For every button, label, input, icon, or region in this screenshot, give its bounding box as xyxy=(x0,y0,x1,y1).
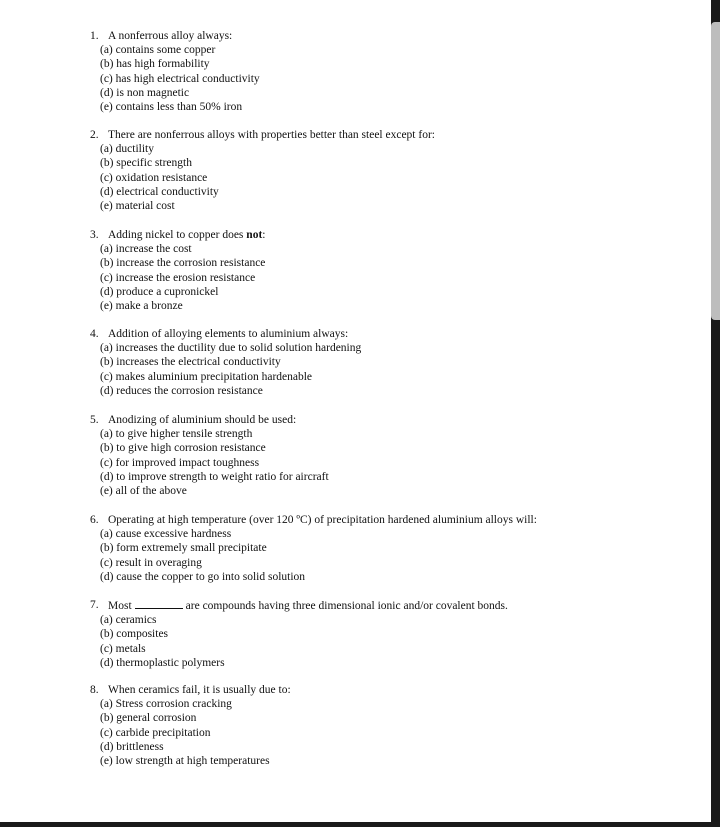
question-number: 3. xyxy=(90,229,99,241)
answer-option: (b) has high formability xyxy=(100,58,210,71)
answer-option: (a) cause excessive hardness xyxy=(100,528,232,541)
answer-option: (b) increases the electrical conductivity xyxy=(100,356,281,369)
question-stem: When ceramics fail, it is usually due to: xyxy=(108,684,291,696)
question-stem xyxy=(108,228,265,242)
answer-option: (c) carbide precipitation xyxy=(100,726,211,739)
question-stem-end: : xyxy=(262,229,266,241)
answer-option: (c) oxidation resistance xyxy=(100,171,208,184)
question-stem xyxy=(108,598,508,613)
answer-option: (e) make a bronze xyxy=(100,300,183,313)
question-stem: Operating at high temperature (over 120 ºC) of precipitation hardened aluminium alloys will: xyxy=(108,514,537,526)
answer-option: (c) for improved impact toughness xyxy=(100,456,260,469)
scroll-handle[interactable] xyxy=(711,22,720,320)
answer-option: (b) general corrosion xyxy=(100,712,197,725)
answer-option: (c) increase the erosion resistance xyxy=(100,271,256,284)
question-4 xyxy=(90,327,361,398)
answer-option: (b) form extremely small precipitate xyxy=(100,542,267,555)
question-7 xyxy=(90,598,508,670)
question-number: 2. xyxy=(90,129,99,141)
question-number: 4. xyxy=(90,328,99,340)
question-stem: Anodizing of aluminium should be used: xyxy=(108,414,297,426)
answer-option: (d) cause the copper to go into solid solution xyxy=(100,570,306,583)
answer-option: (c) metals xyxy=(100,642,146,655)
question-2 xyxy=(90,128,435,213)
answer-option: (a) ceramics xyxy=(100,614,157,627)
answer-option: (e) low strength at high temperatures xyxy=(100,755,270,768)
answer-option: (d) produce a cupronickel xyxy=(100,285,219,298)
answer-option: (b) increase the corrosion resistance xyxy=(100,257,266,270)
answer-option: (a) Stress corrosion cracking xyxy=(100,698,232,711)
question-stem-text: Adding nickel to copper does xyxy=(108,229,247,241)
question-number: 5. xyxy=(90,414,99,426)
answer-option: (c) makes aluminium precipitation hardenable xyxy=(100,370,313,383)
answer-option: (d) electrical conductivity xyxy=(100,185,219,198)
question-number: 7. xyxy=(90,599,99,611)
answer-option: (e) contains less than 50% iron xyxy=(100,101,243,114)
answer-option: (a) contains some copper xyxy=(100,44,216,57)
question-number: 1. xyxy=(90,30,99,42)
question-5 xyxy=(90,413,329,498)
question-8 xyxy=(90,683,291,768)
answer-option: (b) to give high corrosion resistance xyxy=(100,442,266,455)
question-number: 8. xyxy=(90,684,99,696)
answer-option: (c) result in overaging xyxy=(100,556,202,569)
answer-option: (a) to give higher tensile strength xyxy=(100,428,253,441)
question-stem: There are nonferrous alloys with properties better than steel except for: xyxy=(108,129,435,141)
answer-option: (b) specific strength xyxy=(100,157,192,170)
question-stem: A nonferrous alloy always: xyxy=(108,30,233,42)
answer-option: (a) increases the ductility due to solid solution hardening xyxy=(100,342,362,355)
answer-option: (e) material cost xyxy=(100,200,175,213)
fill-in-blank xyxy=(135,598,183,609)
answer-option: (d) reduces the corrosion resistance xyxy=(100,384,263,397)
question-3 xyxy=(90,228,265,313)
answer-option: (d) brittleness xyxy=(100,740,164,753)
question-6 xyxy=(90,513,537,584)
answer-option: (d) is non magnetic xyxy=(100,86,190,99)
question-stem: Addition of alloying elements to aluminium always: xyxy=(108,328,349,340)
question-1 xyxy=(90,29,260,114)
answer-option: (a) ductility xyxy=(100,143,154,156)
answer-option: (d) to improve strength to weight ratio for aircraft xyxy=(100,470,329,483)
answer-option: (d) thermoplastic polymers xyxy=(100,656,225,669)
emphasis-word: not xyxy=(246,229,263,241)
answer-option: (a) increase the cost xyxy=(100,243,192,256)
question-number: 6. xyxy=(90,514,99,526)
answer-option: (c) has high electrical conductivity xyxy=(100,72,260,85)
answer-option: (e) all of the above xyxy=(100,485,187,498)
question-stem-end: are compounds having three dimensional ionic and/or covalent bonds. xyxy=(185,600,508,612)
screen-edge-bottom xyxy=(0,822,720,827)
question-stem-text: Most xyxy=(108,600,132,612)
answer-option: (b) composites xyxy=(100,628,169,641)
